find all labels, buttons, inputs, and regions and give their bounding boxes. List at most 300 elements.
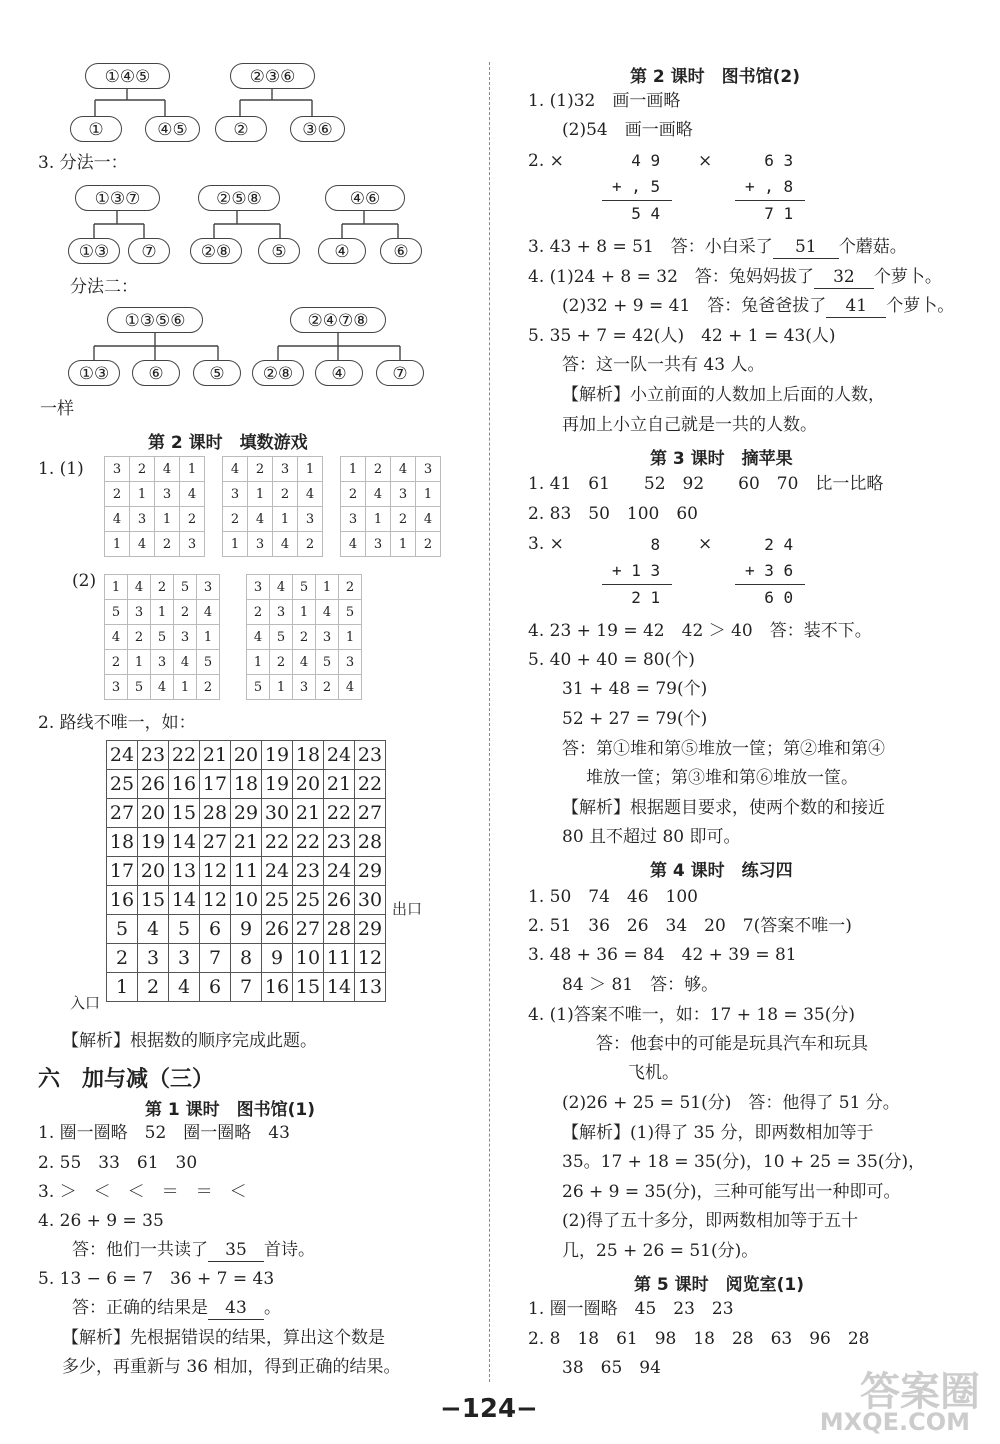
maze-cell: 11 (324, 944, 355, 973)
r-b3-x2: × (698, 534, 713, 554)
grid-5x5-a-cell: 1 (197, 625, 220, 650)
r-b2: 2. 83 50 100 60 (528, 504, 698, 524)
number-maze (106, 740, 386, 1002)
grid-4x4-c-cell: 3 (416, 457, 441, 482)
maze-cell: 23 (138, 741, 169, 770)
grid-5x5-a-row (105, 675, 220, 700)
grid-4x4-b-cell: 4 (298, 482, 323, 507)
m2-1-c0: ②⑧ (252, 360, 304, 386)
grid-5x5-a-cell: 4 (128, 575, 151, 600)
maze-cell: 6 (200, 915, 231, 944)
grid-5x5-a-cell: 3 (105, 675, 128, 700)
maze-cell: 18 (107, 828, 138, 857)
grid-5x5-b-cell: 5 (293, 575, 316, 600)
grid-4x4-a-cell: 2 (180, 507, 205, 532)
watermark-logo: 答案圈 (860, 1369, 980, 1415)
maze-cell: 29 (355, 915, 386, 944)
maze-row (107, 857, 386, 886)
maze-cell: 1 (107, 973, 138, 1002)
maze-cell: 17 (200, 770, 231, 799)
r-d2: 2. 8 18 61 98 18 28 63 96 28 (528, 1329, 870, 1349)
grid-4x4-c-cell: 3 (366, 532, 391, 557)
grid-4x4-c-cell: 1 (416, 482, 441, 507)
grid-5x5-b-cell: 5 (247, 675, 270, 700)
maze-cell: 13 (355, 973, 386, 1002)
maze-cell: 14 (324, 973, 355, 1002)
grid-5x5-a-cell: 4 (105, 625, 128, 650)
grid-4x4-b-row (223, 457, 323, 482)
maze-cell: 4 (169, 973, 200, 1002)
grid-4x4-c-cell: 4 (416, 507, 441, 532)
grid-4x4-a-cell: 3 (155, 482, 180, 507)
grid-4x4-b-row (223, 507, 323, 532)
vertical-calc-2: 6 3 + , 8 (745, 151, 794, 196)
section-title-library-2: 第 2 课时 图书馆(2) (630, 67, 801, 87)
maze-cell: 15 (293, 973, 324, 1002)
section-title-fill-game: 第 2 课时 填数游戏 (148, 433, 308, 453)
grid-4x4-a-row (105, 482, 205, 507)
r-a4 (528, 266, 942, 289)
grid-4x4-b-cell: 3 (248, 532, 273, 557)
left-line-1: 1. 圈一圈略 52 圈一圈略 43 (38, 1123, 290, 1143)
grid-4x4-c-row (341, 457, 441, 482)
grid-5x5-b-cell: 3 (339, 650, 362, 675)
r-d2b: 38 65 94 (562, 1358, 661, 1378)
maze-cell: 17 (107, 857, 138, 886)
answer-4 (72, 1239, 315, 1262)
r-a4b-prefix: (2)32 + 9 = 41 答：兔爸爸拔了 (562, 296, 827, 316)
maze-cell: 20 (231, 741, 262, 770)
m1-1-top: ②⑤⑧ (198, 185, 280, 211)
same-text: 一样 (40, 399, 74, 419)
maze-cell: 20 (293, 770, 324, 799)
maze-cell: 13 (169, 857, 200, 886)
answer-4-prefix: 答：他们一共读了 (72, 1240, 208, 1260)
left-line-4: 4. 26 + 9 = 35 (38, 1211, 164, 1231)
answer-4-blank: 35 (208, 1239, 264, 1262)
maze-cell: 24 (324, 741, 355, 770)
r-c4b: 答：他套中的可能是玩具汽车和玩具 (596, 1034, 868, 1054)
grid-5x5-a-row (105, 600, 220, 625)
grid-5x5-b-cell: 1 (247, 650, 270, 675)
maze-cell: 22 (169, 741, 200, 770)
maze-cell: 10 (293, 944, 324, 973)
r-b3: 3. × (528, 534, 564, 554)
answer-5 (72, 1297, 281, 1320)
maze-cell: 7 (200, 944, 231, 973)
r-c3b: 84 ＞ 81 答：够。 (562, 975, 719, 995)
r-b5f: 【解析】根据题目要求，使两个数的和接近 (562, 798, 885, 818)
grid-5x5-a-cell: 4 (151, 675, 174, 700)
grid-4x4-a-cell: 1 (180, 457, 205, 482)
maze-cell: 23 (293, 857, 324, 886)
maze-cell: 4 (138, 915, 169, 944)
grid-5x5-b-cell: 5 (339, 600, 362, 625)
grid-4x4-a-cell: 3 (180, 532, 205, 557)
grid-5x5-b-cell: 1 (339, 625, 362, 650)
grid-4x4-b-row (223, 482, 323, 507)
r-c4c: 飞机。 (628, 1063, 679, 1083)
r-b1: 1. 41 61 52 92 60 70 比一比略 (528, 474, 884, 494)
grid-4x4-c-cell: 2 (366, 457, 391, 482)
grid-4x4-a-row (105, 507, 205, 532)
r-b5: 5. 40 + 40 = 80(个) (528, 650, 695, 670)
maze-cell: 29 (355, 857, 386, 886)
maze-cell: 24 (107, 741, 138, 770)
r-a4b (562, 295, 954, 318)
grid-4x4-c-cell: 3 (341, 507, 366, 532)
grid-5x5-a-cell: 2 (151, 575, 174, 600)
m1-1-right: ⑤ (258, 238, 300, 264)
maze-cell: 18 (231, 770, 262, 799)
q1b-label: (2) (72, 571, 97, 591)
grid-4x4-b-cell: 3 (273, 457, 298, 482)
grid-5x5-b-row (247, 650, 362, 675)
r-c3: 3. 48 + 36 = 84 42 + 39 = 81 (528, 945, 797, 965)
q2-label: 2. 路线不唯一，如： (38, 713, 196, 733)
section-title-pick-apples: 第 3 课时 摘苹果 (650, 449, 793, 469)
grid-5x5-b-row (247, 625, 362, 650)
grid-5x5-b-cell: 4 (247, 625, 270, 650)
maze-cell: 5 (107, 915, 138, 944)
grid-5x5-b-row (247, 575, 362, 600)
grid-5x5-b-cell: 3 (316, 625, 339, 650)
r-c4h: (2)得了五十多分，即两数相加等于五十 (562, 1211, 859, 1231)
maze-cell: 5 (169, 915, 200, 944)
grid-5x5-b-cell: 1 (316, 575, 339, 600)
r-d1: 1. 圈一圈略 45 23 23 (528, 1299, 734, 1319)
grid-5x5-b-cell: 2 (293, 625, 316, 650)
answer-5-prefix: 答：正确的结果是 (72, 1298, 208, 1318)
maze-cell: 16 (169, 770, 200, 799)
r-a3-suffix: 个蘑菇。 (838, 237, 907, 257)
r-c2: 2. 51 36 26 34 20 7(答案不唯一) (528, 916, 852, 936)
r-a3-prefix: 3. 43 + 8 = 51 答：小白采了 (528, 237, 773, 257)
grid-4x4-b-cell: 3 (298, 507, 323, 532)
grid-4x4-a-cell: 4 (105, 507, 130, 532)
maze-row (107, 799, 386, 828)
grid-4x4-c-cell: 4 (366, 482, 391, 507)
maze-row (107, 770, 386, 799)
grid-5x5-a-cell: 3 (197, 575, 220, 600)
grid-4x4-a-cell: 4 (130, 532, 155, 557)
r-a4-suffix: 个萝卜。 (873, 267, 942, 287)
grid-5x5-a-cell: 5 (151, 625, 174, 650)
maze-cell: 18 (293, 741, 324, 770)
grid-5x5-b-cell: 4 (339, 675, 362, 700)
grid-5x5-a-cell: 1 (105, 575, 128, 600)
grid-5x5-a-cell: 2 (128, 625, 151, 650)
grid-4x4-b-cell: 3 (223, 482, 248, 507)
maze-cell: 29 (231, 799, 262, 828)
grid-5x5-b-cell: 2 (316, 675, 339, 700)
grid-5x5-b-cell: 4 (270, 575, 293, 600)
r-a5: 5. 35 + 7 = 42(人) 42 + 1 = 43(人) (528, 326, 836, 346)
analysis-1: 【解析】根据数的顺序完成此题。 (62, 1031, 317, 1051)
maze-cell: 16 (107, 886, 138, 915)
grid-5x5-b-cell: 2 (270, 650, 293, 675)
maze-cell: 6 (200, 973, 231, 1002)
grid-5x5-b-cell: 2 (339, 575, 362, 600)
r-b5c: 52 + 27 = 79(个) (562, 709, 708, 729)
maze-cell: 2 (138, 973, 169, 1002)
maze-cell: 12 (200, 857, 231, 886)
r-c1: 1. 50 74 46 100 (528, 887, 698, 907)
r-a4-blank: 32 (814, 266, 874, 289)
tree1-b-right: ③⑥ (290, 116, 345, 142)
grid-4x4-c-row (341, 507, 441, 532)
m1-0-left: ①③ (68, 238, 120, 264)
section-title-reading-room-1: 第 5 课时 阅览室(1) (634, 1275, 805, 1295)
grid-5x5-b (246, 574, 362, 700)
grid-4x4-a-cell: 1 (155, 507, 180, 532)
m2-1-c2: ⑦ (376, 360, 424, 386)
m2-1-top: ②④⑦⑧ (290, 307, 386, 333)
grid-5x5-a-cell: 1 (174, 675, 197, 700)
maze-cell: 28 (324, 915, 355, 944)
grid-5x5-a-cell: 5 (105, 600, 128, 625)
r-a5c: 【解析】小立前面的人数加上后面的人数， (562, 385, 885, 405)
maze-row (107, 973, 386, 1002)
maze-row (107, 944, 386, 973)
maze-row (107, 828, 386, 857)
maze-cell: 14 (169, 828, 200, 857)
m2-0-c1: ⑥ (132, 360, 180, 386)
grid-4x4-c (340, 456, 441, 557)
grid-4x4-b-cell: 2 (273, 482, 298, 507)
maze-cell: 24 (324, 857, 355, 886)
grid-4x4-b-row (223, 532, 323, 557)
grid-4x4-b-cell: 1 (273, 507, 298, 532)
grid-5x5-a-cell: 4 (197, 600, 220, 625)
m2-1-c1: ④ (315, 360, 363, 386)
grid-4x4-a-cell: 4 (180, 482, 205, 507)
tree1-b-left: ② (215, 116, 267, 142)
maze-cell: 25 (262, 886, 293, 915)
grid-4x4-c-cell: 1 (366, 507, 391, 532)
tree1-a-left: ① (70, 116, 122, 142)
maze-cell: 21 (231, 828, 262, 857)
maze-cell: 15 (138, 886, 169, 915)
maze-cell: 20 (138, 799, 169, 828)
page-number: −124− (440, 1394, 538, 1424)
maze-cell: 12 (355, 944, 386, 973)
grid-4x4-a-cell: 3 (105, 457, 130, 482)
r-a1b: (2)54 画一画略 (562, 120, 693, 140)
watermark-url: MXQE.COM (819, 1408, 970, 1436)
r-c4e: 【解析】(1)得了 35 分，即两数相加等于 (562, 1123, 874, 1143)
grid-4x4-c-cell: 2 (416, 532, 441, 557)
vertical-calc-1-result: 5 4 (612, 204, 661, 223)
grid-4x4-b-cell: 4 (248, 507, 273, 532)
maze-cell: 23 (355, 741, 386, 770)
grid-4x4-b-cell: 4 (273, 532, 298, 557)
maze-cell: 22 (355, 770, 386, 799)
grid-4x4-a-cell: 1 (105, 532, 130, 557)
r-c4g: 26 + 9 = 35(分)，三种可能写出一种即可。 (562, 1182, 901, 1202)
maze-row (107, 915, 386, 944)
m2-label: 分法二： (70, 277, 138, 297)
maze-cell: 26 (262, 915, 293, 944)
m2-0-top: ①③⑤⑥ (107, 307, 203, 333)
grid-5x5-a-cell: 2 (174, 600, 197, 625)
grid-5x5-b-cell: 3 (293, 675, 316, 700)
grid-4x4-a-cell: 2 (155, 532, 180, 557)
vertical-calc-3-result: 2 1 (612, 588, 661, 607)
grid-5x5-b-cell: 2 (247, 600, 270, 625)
grid-4x4-c-cell: 1 (391, 532, 416, 557)
grid-4x4-c-row (341, 532, 441, 557)
maze-cell: 22 (293, 828, 324, 857)
grid-5x5-b-cell: 1 (293, 600, 316, 625)
left-line-3: 3. ＞ ＜ ＜ ＝ ＝ ＜ (38, 1182, 247, 1202)
maze-cell: 28 (355, 828, 386, 857)
maze-cell: 27 (355, 799, 386, 828)
maze-cell: 19 (262, 770, 293, 799)
grid-4x4-b-cell: 2 (223, 507, 248, 532)
maze-cell: 21 (200, 741, 231, 770)
left-line-5: 5. 13 − 6 = 7 36 + 7 = 43 (38, 1269, 275, 1289)
r-c4f: 35。17 + 18 = 35(分)，10 + 25 = 35(分)， (562, 1152, 926, 1172)
grid-5x5-a-row (105, 575, 220, 600)
grid-4x4-a-row (105, 532, 205, 557)
maze-exit-label: 出口 (392, 900, 423, 918)
grid-4x4-c-cell: 4 (341, 532, 366, 557)
grid-5x5-a-row (105, 625, 220, 650)
maze-cell: 21 (293, 799, 324, 828)
answer-5-suffix: 。 (264, 1298, 281, 1318)
section-title-library-1: 第 1 课时 图书馆(1) (145, 1100, 316, 1120)
vertical-calc-1: 4 9 + , 5 (612, 151, 661, 196)
r-c4: 4. (1)答案不唯一，如：17 + 18 = 35(分) (528, 1005, 855, 1025)
grid-5x5-b-cell: 1 (270, 675, 293, 700)
grid-5x5-a (104, 574, 220, 700)
grid-4x4-b-cell: 1 (298, 457, 323, 482)
grid-5x5-a-row (105, 650, 220, 675)
grid-4x4-c-cell: 2 (341, 482, 366, 507)
m1-2-left: ④ (318, 238, 366, 264)
grid-5x5-b-row (247, 600, 362, 625)
grid-4x4-a-cell: 2 (130, 457, 155, 482)
maze-row (107, 741, 386, 770)
grid-5x5-b-cell: 4 (316, 600, 339, 625)
r-a2: 2. × (528, 151, 564, 171)
maze-cell: 10 (231, 886, 262, 915)
r-b4: 4. 23 + 19 = 42 42 ＞ 40 答：装不下。 (528, 621, 872, 641)
maze-cell: 24 (262, 857, 293, 886)
grid-4x4-a-row (105, 457, 205, 482)
maze-cell: 16 (262, 973, 293, 1002)
tree1-b-top: ②③⑥ (230, 63, 315, 89)
maze-cell: 27 (293, 915, 324, 944)
r-b5g: 80 且不超过 80 即可。 (562, 827, 741, 847)
grid-4x4-a-cell: 3 (130, 507, 155, 532)
maze-cell: 8 (231, 944, 262, 973)
vertical-calc-2-result: 7 1 (745, 204, 794, 223)
maze-cell: 2 (107, 944, 138, 973)
analysis-2a: 【解析】先根据错误的结果，算出这个数是 (62, 1328, 385, 1348)
grid-4x4-c-cell: 2 (391, 507, 416, 532)
r-a4b-suffix: 个萝卜。 (886, 296, 955, 316)
maze-cell: 25 (293, 886, 324, 915)
grid-4x4-c-cell: 3 (391, 482, 416, 507)
grid-5x5-a-cell: 3 (128, 600, 151, 625)
q1-label: 1. (1) (38, 459, 84, 479)
grid-5x5-b-cell: 5 (270, 625, 293, 650)
maze-row (107, 886, 386, 915)
vertical-calc-4: 2 4 + 3 6 (745, 535, 794, 580)
maze-cell: 28 (200, 799, 231, 828)
grid-5x5-a-cell: 2 (105, 650, 128, 675)
r-a1: 1. (1)32 画一画略 (528, 91, 681, 111)
grid-5x5-b-cell: 3 (270, 600, 293, 625)
maze-cell: 11 (231, 857, 262, 886)
maze-cell: 3 (138, 944, 169, 973)
q3-label: 3. 分法一： (38, 153, 128, 173)
maze-cell: 7 (231, 973, 262, 1002)
maze-cell: 27 (107, 799, 138, 828)
m1-0-top: ①③⑦ (75, 185, 160, 211)
unit-title: 六 加与减（三） (38, 1067, 215, 1092)
grid-5x5-a-cell: 1 (151, 600, 174, 625)
answer-4-suffix: 首诗。 (264, 1240, 315, 1260)
r-a5d: 再加上小立自己就是一共的人数。 (562, 415, 817, 435)
maze-cell: 30 (355, 886, 386, 915)
tree1-a-right: ④⑤ (145, 116, 200, 142)
r-c4i: 几，25 + 26 = 51(分)。 (562, 1241, 759, 1261)
analysis-2b: 多少，再重新与 36 相加，得到正确的结果。 (62, 1357, 401, 1377)
grid-5x5-a-cell: 5 (174, 575, 197, 600)
m1-2-right: ⑥ (380, 238, 422, 264)
grid-4x4-b-cell: 1 (223, 532, 248, 557)
maze-cell: 25 (107, 770, 138, 799)
grid-5x5-b-cell: 4 (293, 650, 316, 675)
grid-4x4-b-cell: 2 (248, 457, 273, 482)
maze-entrance-label: 入口 (70, 994, 101, 1012)
grid-5x5-a-cell: 3 (151, 650, 174, 675)
r-a4b-blank: 41 (826, 295, 886, 318)
maze-cell: 15 (169, 799, 200, 828)
maze-cell: 12 (200, 886, 231, 915)
grid-5x5-b-row (247, 675, 362, 700)
grid-4x4-c-cell: 4 (391, 457, 416, 482)
grid-4x4-c-cell: 1 (341, 457, 366, 482)
vertical-calc-3: 8 + 1 3 (612, 535, 661, 580)
maze-cell: 19 (138, 828, 169, 857)
grid-4x4-b-cell: 2 (298, 532, 323, 557)
grid-5x5-b-cell: 3 (247, 575, 270, 600)
maze-cell: 3 (169, 944, 200, 973)
m1-1-left: ②⑧ (190, 238, 242, 264)
maze-cell: 9 (231, 915, 262, 944)
maze-cell: 20 (138, 857, 169, 886)
maze-cell: 9 (262, 944, 293, 973)
maze-cell: 23 (324, 828, 355, 857)
maze-cell: 22 (262, 828, 293, 857)
r-a3-blank: 51 (773, 236, 839, 259)
grid-5x5-a-cell: 5 (197, 650, 220, 675)
tree1-a-top: ①④⑤ (85, 63, 170, 89)
grid-4x4-b-cell: 4 (223, 457, 248, 482)
r-a2-x2: × (698, 151, 713, 171)
m1-2-top: ④⑥ (325, 185, 405, 211)
answer-5-blank: 43 (208, 1297, 264, 1320)
m2-0-c2: ⑤ (193, 360, 241, 386)
r-a4-prefix: 4. (1)24 + 8 = 32 答：兔妈妈拔了 (528, 267, 814, 287)
grid-5x5-a-cell: 5 (128, 675, 151, 700)
r-a3 (528, 236, 907, 259)
r-b5e: 堆放一筐；第③堆和第⑥堆放一筐。 (586, 768, 858, 788)
